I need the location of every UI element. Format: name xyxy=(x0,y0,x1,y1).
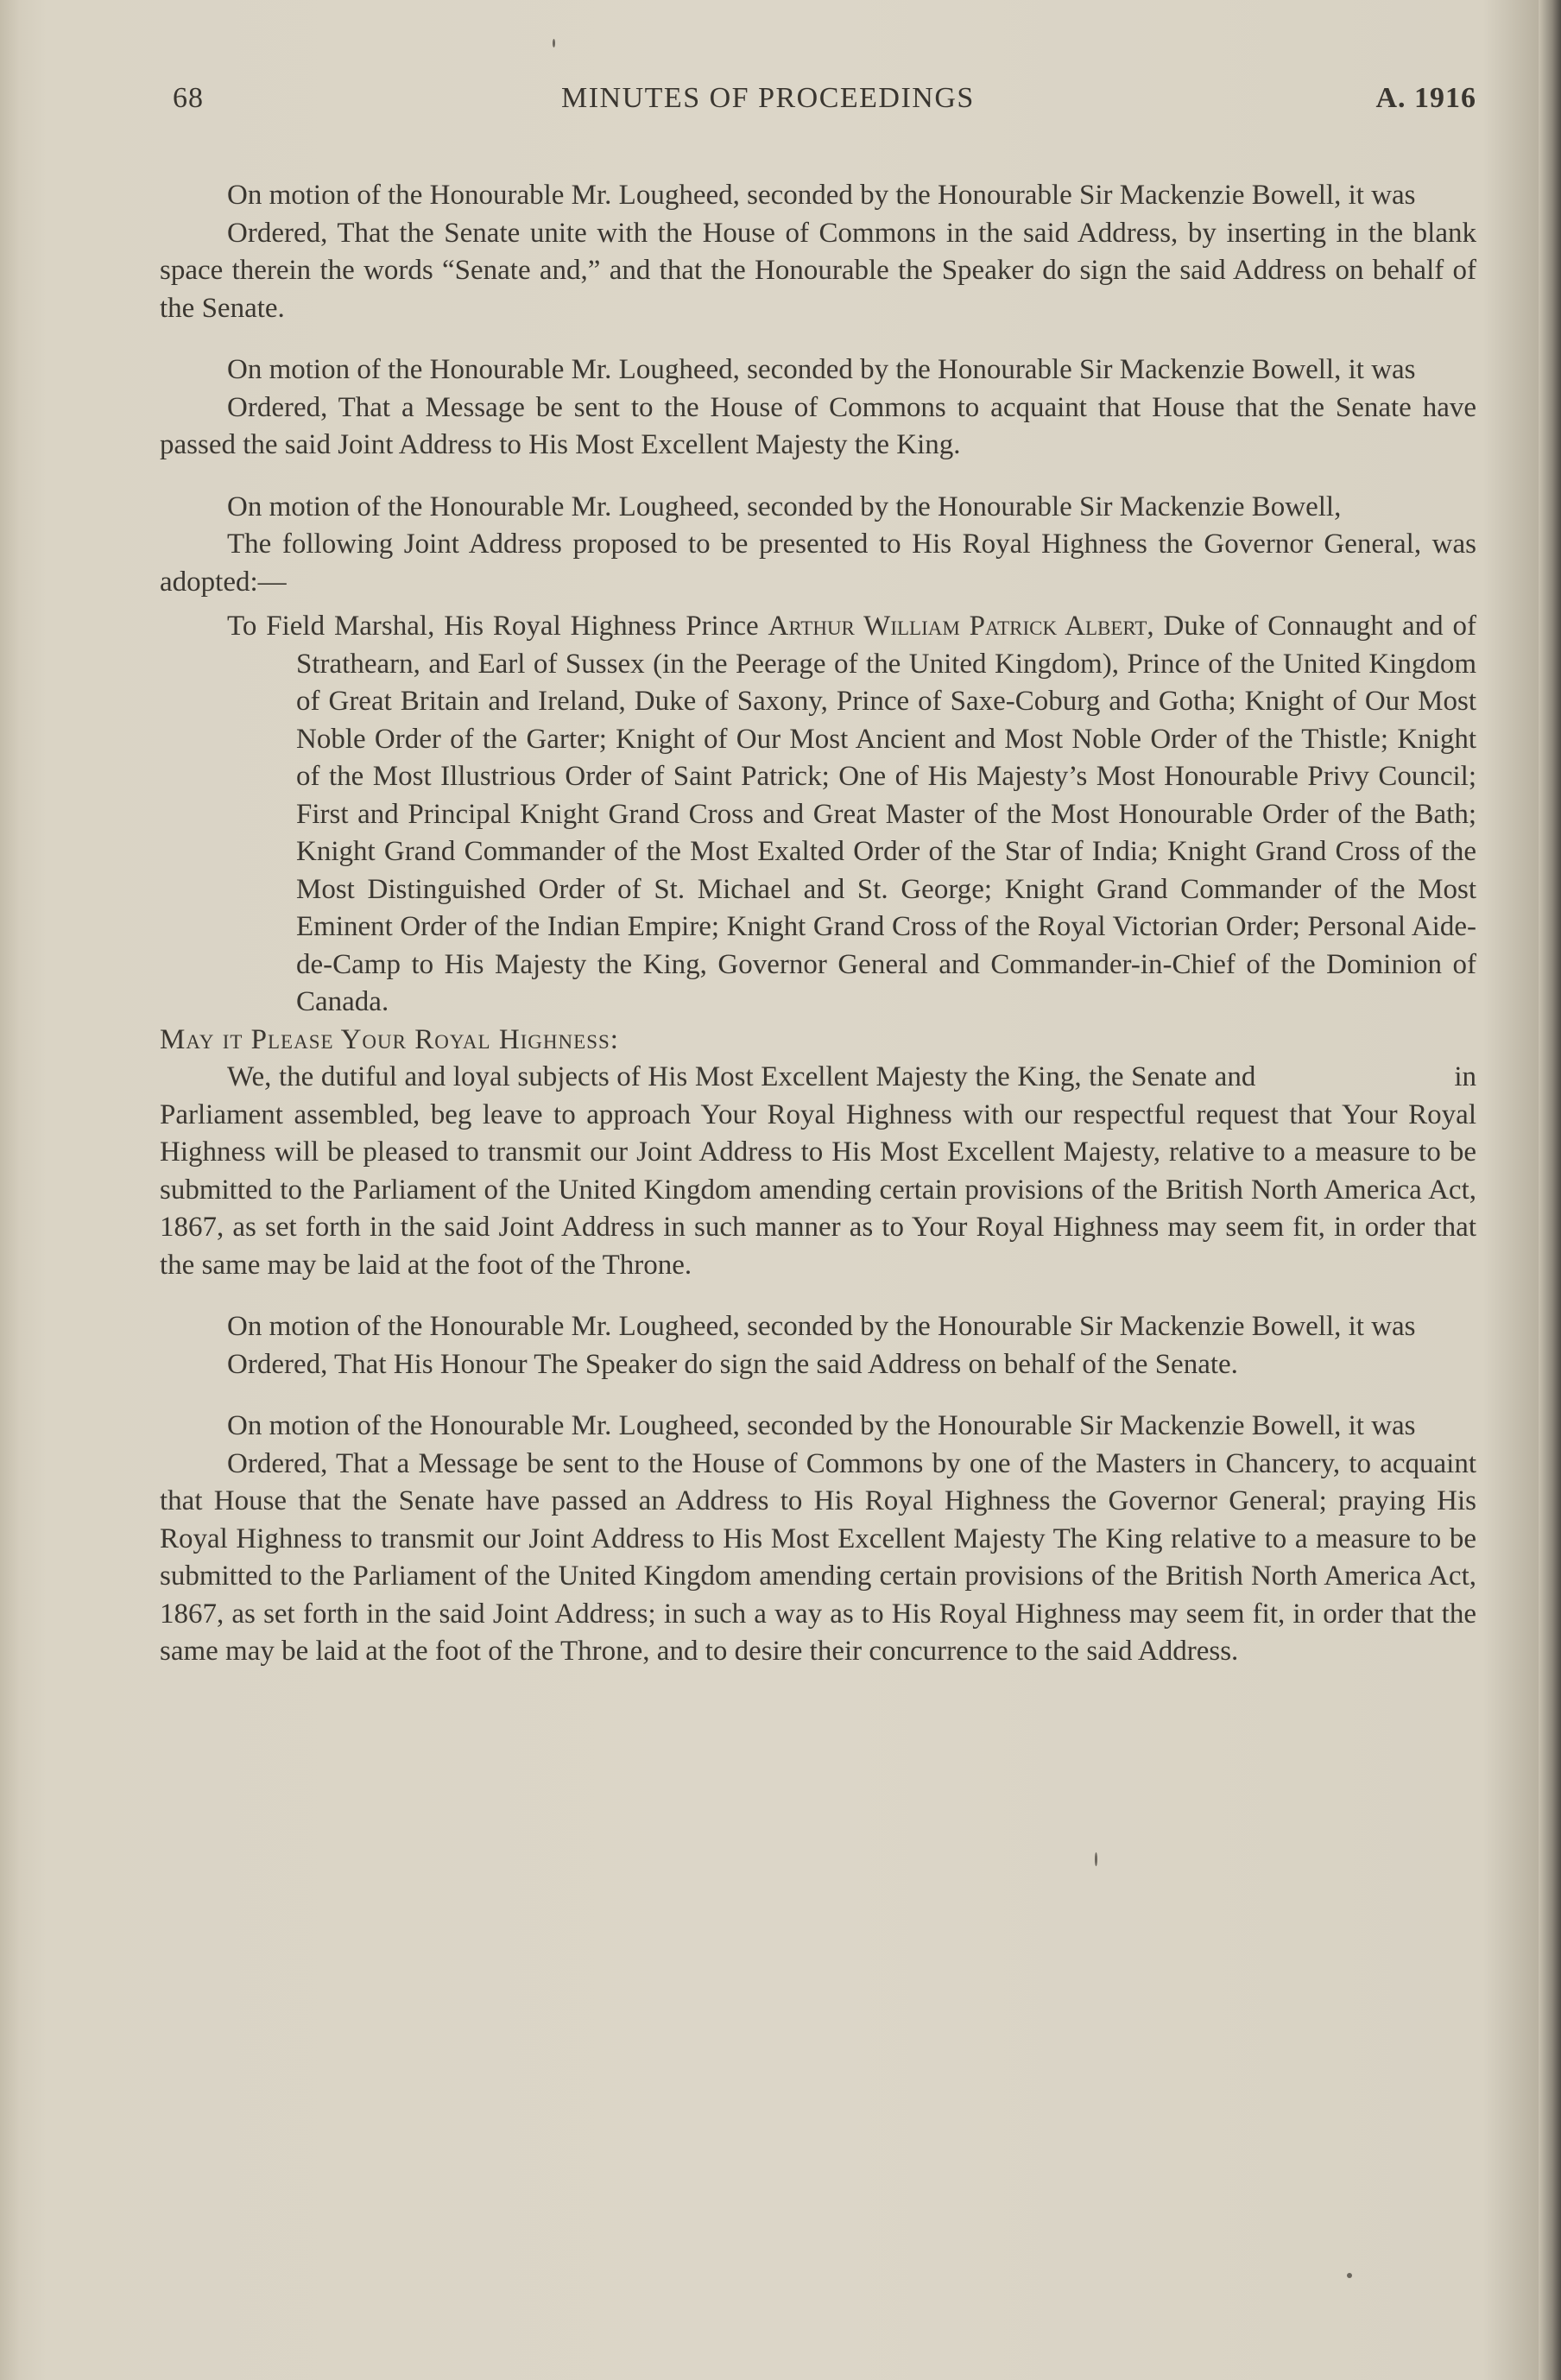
paper-speck xyxy=(1347,2273,1352,2278)
address-recipient xyxy=(160,608,1476,1022)
motion-block-1 xyxy=(160,177,1476,327)
address-prefix: To Field Marshal, His Royal Highness Prince xyxy=(227,611,768,642)
petition-rest: in Parliament assembled, beg leave to approach Your Royal Highness with our respectful request that Your Royal Highness will be pleased to transmit our Joint Address to His Most Excellent Majesty, relative to a measure to be submitted to the Parliament of the United Kingdom amending certain provisions of the British North America Act, 1867, as set forth in the said Joint Address in such manner as to Your Royal Highness may seem fit, in order that the same may be laid at the foot of the Throne. xyxy=(160,1061,1476,1281)
order-text: Ordered, That the Senate unite with the House of Commons in the said Address, by inserting in the blank space therein the words “Senate and,” and that the Honourable the Speaker do sign the said Address on behalf of the Senate. xyxy=(160,217,1476,324)
page-number: 68 xyxy=(173,82,204,114)
page-content xyxy=(160,82,1476,1671)
salutation: May it Please Your Royal Highness: xyxy=(160,1023,619,1055)
session-year: A. 1916 xyxy=(1375,82,1476,114)
address-titles: Duke of Connaught and of Strathearn, and Earl of Sussex (in the Peerage of the United Kingdom), Prince of the United Kingdom of Great Britain and Ireland, Duke of Saxony, Prince of Saxe-Coburg and Gotha; Knight of Our Most Noble Order of the Garter; Knight of Our Most Ancient and Most Noble Order of the Thistle; Knight of the Most Illustrious Order of Saint Patrick; One of His Majesty’s Most Honourable Privy Council; First and Principal Knight Grand Cross and Great Master of the Most Honourable Order of the Bath; Knight Grand Commander of the Most Exalted Order of the Star of India; Knight Grand Cross of the Most Distinguished Order of St. Michael and St. George; Knight Grand Commander of the Most Eminent Order of the Indian Empire; Knight Grand Cross of the Royal Victorian Order; Personal Aide-de-Camp to His Majesty the King, Governor General and Commander-in-Chief of the Dominion of Canada. xyxy=(296,611,1476,1017)
adopted-text: The following Joint Address proposed to be presented to His Royal Highness the Governor General, was adopted:— xyxy=(160,529,1476,598)
running-head xyxy=(160,82,1476,134)
page-binding-edge xyxy=(1539,0,1561,2380)
motion-block-5 xyxy=(160,1408,1476,1671)
motion-text: On motion of the Honourable Mr. Lougheed, seconded by the Honourable Sir Mackenzie Bowell, it was xyxy=(227,1410,1416,1441)
motion-block-4 xyxy=(160,1308,1476,1383)
motion-text: On motion of the Honourable Mr. Lougheed, seconded by the Honourable Sir Mackenzie Bowell, it was xyxy=(227,354,1416,385)
petition-start: We, the dutiful and loyal subjects of His Most Excellent Majesty the King, the Senate and xyxy=(227,1061,1256,1092)
page-left-edge xyxy=(0,0,19,2380)
motion-block-2 xyxy=(160,351,1476,465)
motion-text: On motion of the Honourable Mr. Lougheed, seconded by the Honourable Sir Mackenzie Bowell, it was xyxy=(227,180,1416,211)
petition-text xyxy=(160,1059,1476,1284)
order-text: Ordered, That a Message be sent to the House of Commons by one of the Masters in Chancery, to acquaint that House that the Senate have passed an Address to His Royal Highness the Governor General; praying His Royal Highness to transmit our Joint Address to His Most Excellent Majesty The King relative to a measure to be submitted to the Parliament of the United Kingdom amending certain provisions of the British North America Act, 1867, as set forth in the said Joint Address; in such a way as to His Royal Highness may seem fit, in order that the same may be laid at the foot of the Throne, and to desire their concurrence to the said Address. xyxy=(160,1447,1476,1667)
motion-text: On motion of the Honourable Mr. Lougheed, seconded by the Honourable Sir Mackenzie Bowell, xyxy=(227,491,1342,522)
address-name: Arthur William Patrick Albert, xyxy=(768,611,1154,642)
paper-speck xyxy=(553,39,555,47)
running-title: MINUTES OF PROCEEDINGS xyxy=(561,82,975,114)
paper-speck xyxy=(1095,1852,1097,1866)
minutes-body xyxy=(160,177,1476,1671)
order-text: Ordered, That His Honour The Speaker do sign the said Address on behalf of the Senate. xyxy=(227,1348,1238,1380)
motion-block-3 xyxy=(160,489,1476,1285)
order-text: Ordered, That a Message be sent to the House of Commons to acquaint that House that the Senate have passed the said Joint Address to His Most Excellent Majesty the King. xyxy=(160,391,1476,460)
motion-text: On motion of the Honourable Mr. Lougheed, seconded by the Honourable Sir Mackenzie Bowell, it was xyxy=(227,1311,1416,1342)
